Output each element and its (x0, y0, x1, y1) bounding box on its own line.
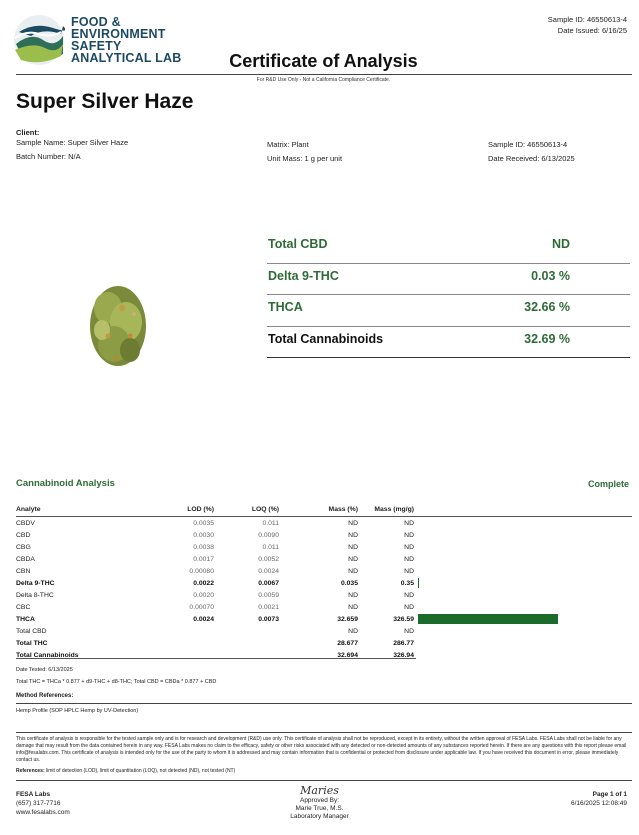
col-mg: Mass (mg/g) (358, 504, 414, 517)
summary-value: 32.69 % (524, 331, 570, 346)
cannabinoid-table (16, 504, 632, 661)
thc-formula: Total THC = THCa * 0.877 + d9-THC + d8-THC; Total CBD = CBDa * 0.877 + CBD (16, 679, 217, 685)
page-number: Page 1 of 1 (592, 791, 627, 798)
bar-cell (414, 541, 632, 553)
loq-cell (214, 637, 279, 649)
approved-by-label: Approved By: (299, 797, 340, 804)
matrix: Matrix: Plant (267, 140, 309, 149)
mass-cell: 32.659 (337, 615, 358, 623)
summary-row (267, 295, 630, 327)
analysis-status: Complete (587, 479, 629, 489)
loq-cell (214, 625, 279, 637)
loq-cell: 0.0090 (258, 531, 279, 539)
mg-cell: ND (404, 603, 414, 611)
header-date-issued: Date Issued: 6/16/25 (557, 26, 627, 35)
signature: Maries (300, 784, 339, 797)
loq-cell: 0.0073 (258, 615, 279, 623)
analyte-cell: CBC (16, 603, 31, 611)
mass-cell: ND (348, 555, 358, 563)
lod-cell: 0.0022 (193, 579, 214, 587)
analyte-cell: Total CBD (16, 627, 47, 635)
mass-cell: ND (348, 567, 358, 575)
analyte-cell: CBDA (16, 555, 35, 563)
logo-line-4: ANALYTICAL LAB (71, 51, 182, 65)
table-row (16, 577, 632, 589)
analyte-cell: CBD (16, 531, 31, 539)
col-loq: LOQ (%) (214, 504, 279, 517)
logo-line-3: SAFETY (71, 39, 122, 53)
loq-cell: 0.0024 (258, 567, 279, 575)
mg-cell: ND (404, 519, 414, 527)
lod-cell: 0.0035 (193, 519, 214, 527)
loq-cell (214, 649, 279, 661)
client-sample-id: Sample ID: 46550613-4 (488, 140, 568, 149)
summary-table (267, 232, 630, 358)
lod-cell (144, 637, 214, 649)
analysis-bottom-rule (16, 658, 416, 659)
col-analyte: Analyte (16, 504, 144, 517)
disclaimer-divider (16, 732, 632, 733)
table-row (16, 589, 632, 601)
lod-cell: 0.0030 (193, 531, 214, 539)
mg-cell: ND (404, 531, 414, 539)
loq-cell: 0.011 (262, 519, 279, 527)
footer-timestamp: 6/16/2025 12:08:49 (570, 800, 627, 807)
col-lod: LOD (%) (144, 504, 214, 517)
lod-cell (144, 625, 214, 637)
lod-cell (144, 649, 214, 661)
summary-row (267, 327, 630, 359)
lod-cell: 0.0024 (193, 615, 214, 623)
table-row (16, 541, 632, 553)
mass-cell: ND (348, 543, 358, 551)
summary-label: Total Cannabinoids (268, 331, 384, 346)
footer-phone: (657) 317-7716 (16, 800, 61, 807)
mg-cell: 326.59 (393, 615, 414, 623)
summary-label: Delta 9-THC (268, 268, 339, 283)
mg-cell: 0.35 (400, 579, 414, 587)
product-image (78, 278, 160, 374)
sample-name: Sample Name: Super Silver Haze (16, 138, 129, 147)
lod-cell: 0.0020 (193, 591, 214, 599)
bar-cell (414, 637, 632, 649)
references-text: limit of detection (LOD), limit of quantitation (LOQ), not detected (ND), not tested (NT) (46, 768, 236, 774)
mg-cell: 286.77 (393, 639, 414, 647)
date-received: Date Received: 6/13/2025 (488, 154, 575, 163)
loq-cell: 0.0067 (258, 579, 279, 587)
header-divider (16, 74, 632, 75)
batch-number: Batch Number: N/A (16, 152, 81, 161)
bar-cell (414, 577, 632, 589)
date-tested: Date Tested: 6/13/2025 (16, 667, 73, 673)
bar-cell (414, 589, 632, 601)
lod-cell: 0.00070 (189, 603, 214, 611)
mg-cell: ND (404, 591, 414, 599)
mass-cell: ND (348, 603, 358, 611)
bar-cell (414, 613, 632, 625)
summary-value: ND (551, 237, 570, 251)
mg-cell: ND (404, 567, 414, 575)
footer-website[interactable]: www.fesalabs.com (16, 809, 70, 816)
mass-cell: ND (348, 531, 358, 539)
table-row (16, 565, 632, 577)
table-row (16, 637, 632, 649)
logo-line-2: ENVIRONMENT (71, 27, 166, 41)
table-row (16, 517, 632, 530)
references (16, 768, 628, 775)
disclaimer: This certificate of analysis is responsible for the tested sample only and is for research and development (R&D) use only. This certificate of analysis shall not be reproduced, except in its entirety, without the written approval of FESA Labs. FESA Labs shall not be liable for any damage that may result from the data contained herein in any way. FESA Labs makes no claim to the efficacy, safety or other risks associated with any detected or non-detected amounts of any substances reported herein. If there are any questions with this report please email info@fesalabs.com. This certificate of analysis is intended only for the use of the party to whom it is addressed and may contain information that is confidential or protected from disclosure under applicable law. If you have received this document in error, please immediately contact us. (16, 736, 627, 763)
table-header-row (16, 504, 632, 517)
product-name: Super Silver Haze (16, 90, 194, 113)
summary-value: 0.03 % (531, 268, 570, 283)
summary-value: 32.66 % (524, 300, 570, 314)
analyte-cell: Delta 8-THC (16, 591, 54, 599)
loq-cell: 0.0059 (258, 591, 279, 599)
logo-line-1: FOOD & (71, 15, 121, 29)
bar-cell (414, 553, 632, 565)
lod-cell: 0.0038 (193, 543, 214, 551)
analyte-cell: Total THC (16, 639, 48, 647)
footer-lab-name: FESA Labs (16, 791, 51, 798)
analysis-title: Cannabinoid Analysis (16, 478, 115, 489)
analyte-cell: Total Cannabinoids (16, 651, 79, 659)
col-bar (414, 504, 632, 517)
mass-cell: ND (348, 627, 358, 635)
footer-divider (16, 780, 632, 781)
lod-cell: 0.00080 (189, 567, 214, 575)
summary-label: Total CBD (268, 237, 328, 251)
bar-cell (414, 517, 632, 530)
mg-cell: ND (404, 555, 414, 563)
table-row (16, 625, 632, 637)
table-row (16, 553, 632, 565)
loq-cell: 0.0021 (258, 603, 279, 611)
analyte-cell: Delta 9-THC (16, 579, 55, 587)
mass-cell: ND (348, 591, 358, 599)
loq-cell: 0.011 (262, 543, 279, 551)
bar-cell (414, 529, 632, 541)
table-row (16, 529, 632, 541)
table-row (16, 649, 632, 661)
page-subtitle: For R&D Use Only - Not a California Compliance Certificate. (256, 77, 391, 83)
mass-cell: 0.035 (340, 579, 358, 587)
col-mass: Mass (%) (279, 504, 358, 517)
summary-row (267, 232, 630, 264)
mg-cell: ND (404, 627, 414, 635)
bar-cell (414, 601, 632, 613)
approver-name: Marie True, M.S. (295, 805, 344, 812)
analyte-cell: CBG (16, 543, 31, 551)
result-bar (418, 578, 419, 588)
method-divider (16, 703, 632, 704)
mg-cell: ND (404, 543, 414, 551)
analyte-cell: THCA (16, 615, 35, 623)
mass-cell: ND (348, 519, 358, 527)
loq-cell: 0.0052 (258, 555, 279, 563)
analyte-cell: CBDV (16, 519, 35, 527)
bar-cell (414, 649, 632, 661)
references-label: References: (16, 768, 45, 774)
lod-cell: 0.0017 (193, 555, 214, 563)
summary-row (267, 264, 630, 296)
mass-cell: 28.677 (337, 639, 358, 647)
summary-label: THCA (268, 300, 303, 314)
bar-cell (414, 565, 632, 577)
result-bar (418, 614, 558, 624)
mass-cell: 32.694 (337, 651, 358, 659)
client-label: Client: (16, 128, 40, 137)
analyte-cell: CBN (16, 567, 31, 575)
bar-cell (414, 625, 632, 637)
table-row (16, 613, 632, 625)
method-text: Hemp Profile (SOP HPLC Hemp by UV-Detection) (16, 708, 139, 714)
page-title: Certificate of Analysis (229, 51, 418, 71)
approver-title: Laboratory Manager (290, 813, 349, 820)
method-label: Method References: (16, 693, 74, 699)
header-sample-id: Sample ID: 46550613-4 (547, 15, 627, 24)
table-row (16, 601, 632, 613)
unit-mass: Unit Mass: 1 g per unit (267, 154, 343, 163)
mg-cell: 326.94 (393, 651, 414, 659)
